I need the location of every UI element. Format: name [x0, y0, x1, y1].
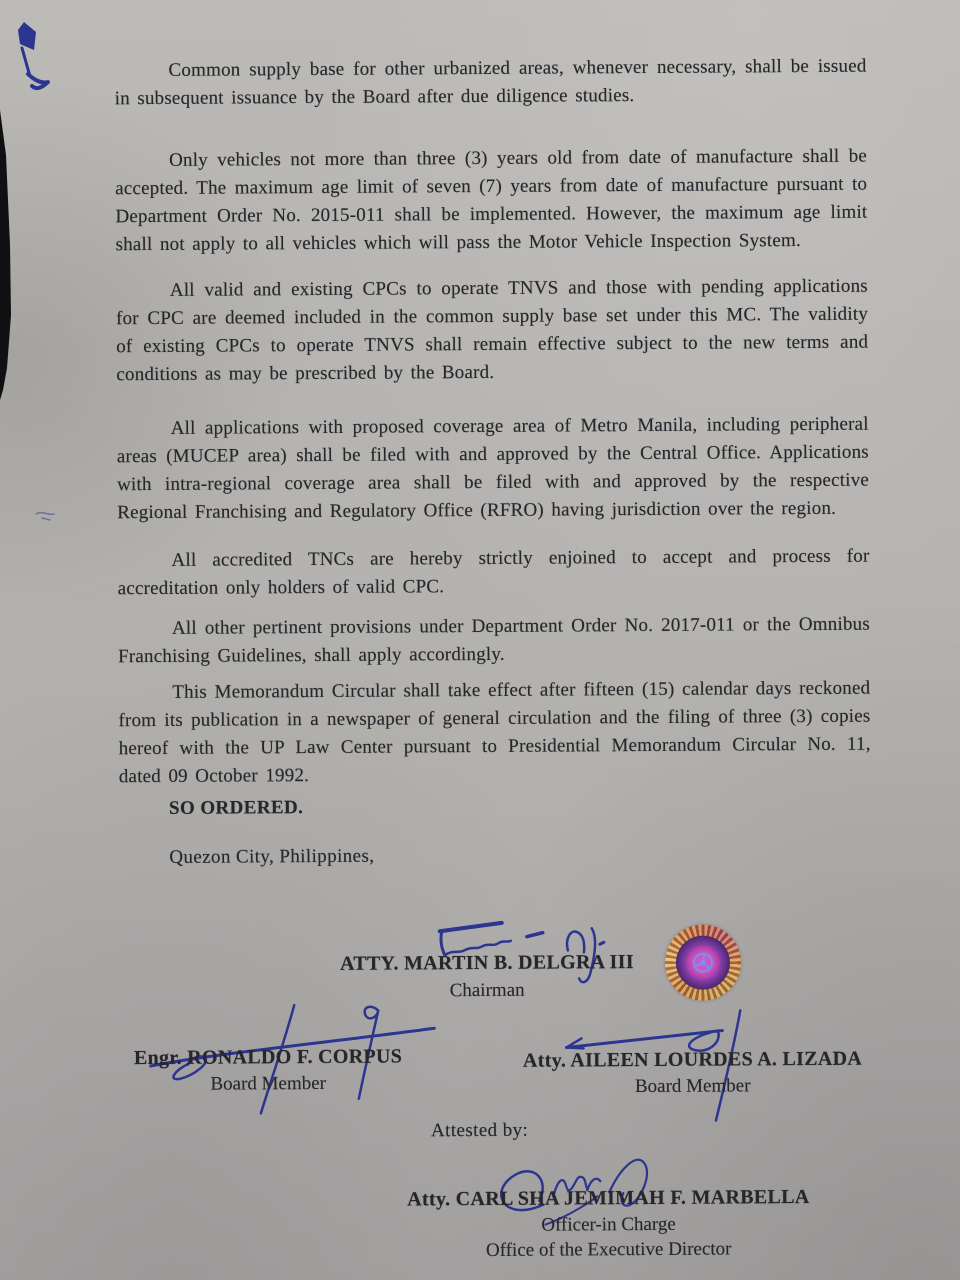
body-paragraph: All applications with proposed coverage area of Metro Manila, including peripheral areas (MUCEP area) shall be filed with and approved by the Central Office. Applications with intra-regional coverage area shall be filed with and approved by the respective Regional Franchising and Regulatory Office (RFRO) having jurisdiction over the region. — [116, 413, 870, 524]
board-member-left-title: Board Member — [210, 1072, 327, 1095]
body-paragraph: All accredited TNCs are hereby strictly enjoined to accept and process for accreditation only holders of valid CPC. — [117, 545, 870, 600]
chairman-title: Chairman — [449, 979, 525, 1002]
attestor-title-line2: Office of the Executive Director — [485, 1238, 732, 1261]
body-paragraph: All other pertinent provisions under Department Order No. 2017-011 or the Omnibus Franchising Guidelines, shall apply accordingly. — [118, 613, 870, 668]
so-ordered-line: SO ORDERED. — [168, 797, 304, 819]
seal-inner-ring — [673, 932, 734, 993]
attestor-name: Atty. CARL SHA JEMIMAH F. MARBELLA — [407, 1185, 810, 1211]
body-paragraph: This Memorandum Circular shall take effect after fifteen (15) calendar days reckoned from its publication in a newspaper of general circulation and the filing of three (3) copies hereof with the UP Law Center pursuant to Presidential Memorandum Circular No. 11, dated 09 October 1992. — [118, 677, 871, 788]
place-date-line: Quezon City, Philippines, — [169, 845, 375, 868]
attested-by-label: Attested by: — [430, 1119, 529, 1142]
board-member-left-name: Engr. RONALDO F. CORPUS — [133, 1045, 403, 1070]
body-paragraph: All valid and existing CPCs to operate TNVS and those with pending applications for CPC are deemed included in the common supply base set under this MC. The validity of existing CPCs to operate TNVS shall remain effective subject to the new terms and conditions as may be prescribed by the Board. — [115, 275, 869, 386]
board-member-right-title: Board Member — [634, 1075, 751, 1098]
chairman-name: ATTY. MARTIN B. DELGRA III — [339, 951, 634, 975]
body-paragraph: Common supply base for other urbanized areas, whenever necessary, shall be issued in subsequent issuance by the Board after due diligence studies. — [114, 55, 867, 110]
ltfrb-holographic-seal-icon — [660, 920, 745, 1005]
steering-wheel-icon — [689, 949, 716, 976]
board-member-right-name: Atty. AILEEN LOURDES A. LIZADA — [522, 1047, 863, 1072]
seal-core — [684, 944, 722, 982]
body-paragraph: Only vehicles not more than three (3) years old from date of manufacture shall be accepted. The maximum age limit of seven (7) years from date of manufacture pursuant to Department Order No. 2015-011 shall be implemented. However, the maximum age limit shall not apply to all vehicles which will pass the Motor Vehicle Inspection System. — [115, 145, 868, 256]
attestor-title-line1: Officer-in Charge — [541, 1213, 676, 1236]
